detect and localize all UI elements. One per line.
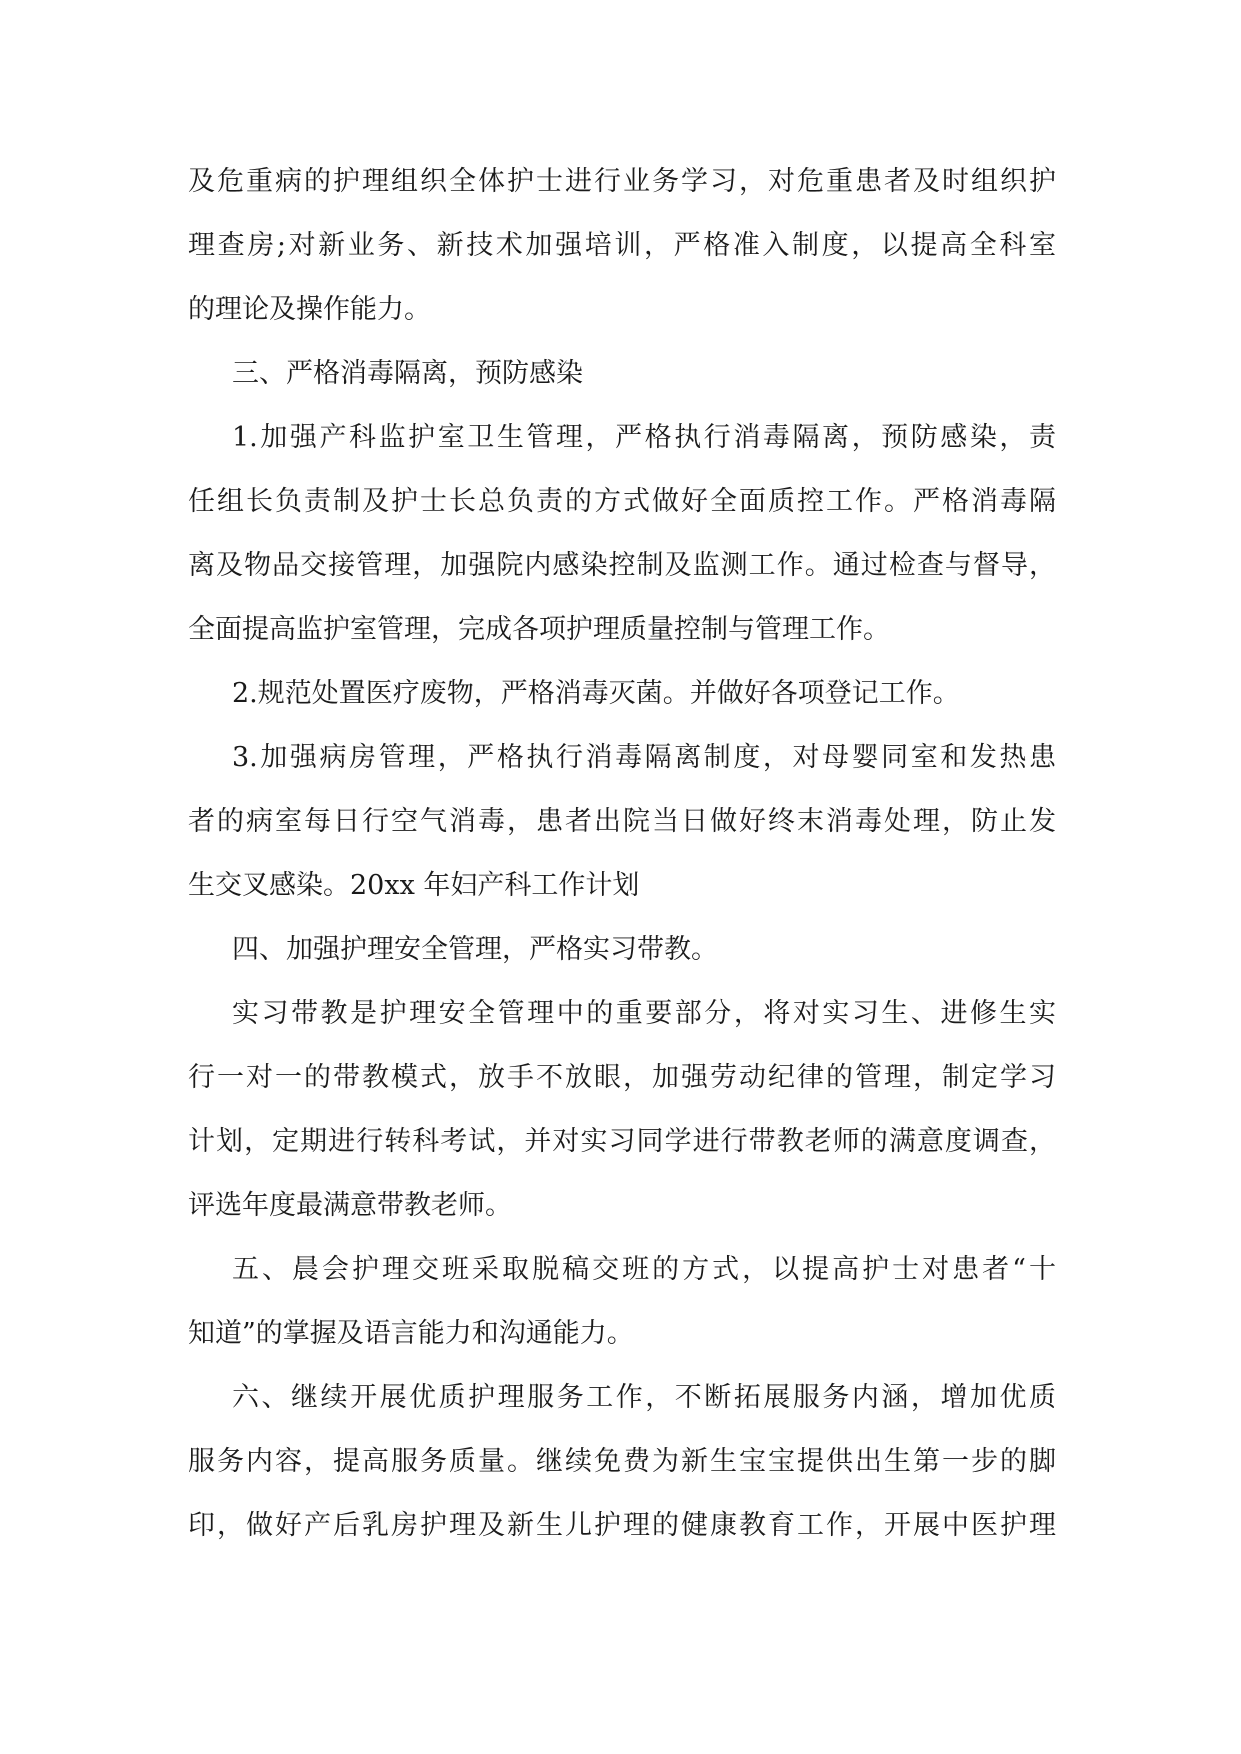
text-line: 生交叉感染。20xx 年妇产科工作计划 xyxy=(188,870,640,901)
section-heading: 四、加强护理安全管理，严格实习带教。 xyxy=(232,934,718,965)
text-line: 全面提高监护室管理，完成各项护理质量控制与管理工作。 xyxy=(188,614,890,645)
text-line: 实习带教是护理安全管理中的重要部分，将对实习生、进修生实 xyxy=(232,998,1056,1029)
text-line: 印，做好产后乳房护理及新生儿护理的健康教育工作，开展中医护理 xyxy=(188,1510,1056,1541)
text-line: 及危重病的护理组织全体护士进行业务学习，对危重患者及时组织护 xyxy=(188,166,1056,197)
section-heading: 六、继续开展优质护理服务工作，不断拓展服务内涵，增加优质 xyxy=(232,1382,1056,1413)
text-line: 3.加强病房管理，严格执行消毒隔离制度，对母婴同室和发热患 xyxy=(232,742,1056,773)
text-line: 2.规范处置医疗废物，严格消毒灭菌。并做好各项登记工作。 xyxy=(232,678,960,709)
text-line: 理查房;对新业务、新技术加强培训，严格准入制度，以提高全科室 xyxy=(188,230,1056,261)
text-line: 评选年度最满意带教老师。 xyxy=(188,1190,512,1221)
document-body xyxy=(188,150,1056,1558)
text-line: 计划，定期进行转科考试，并对实习同学进行带教老师的满意度调查， xyxy=(188,1126,1056,1157)
text-line: 知道”的掌握及语言能力和沟通能力。 xyxy=(188,1318,634,1349)
section-heading: 三、严格消毒隔离，预防感染 xyxy=(232,358,583,389)
text-line: 服务内容，提高服务质量。继续免费为新生宝宝提供出生第一步的脚 xyxy=(188,1446,1056,1477)
text-line: 行一对一的带教模式，放手不放眼，加强劳动纪律的管理，制定学习 xyxy=(188,1062,1056,1093)
text-line: 的理论及操作能力。 xyxy=(188,294,431,325)
text-line: 离及物品交接管理，加强院内感染控制及监测工作。通过检查与督导， xyxy=(188,550,1056,581)
text-line: 者的病室每日行空气消毒，患者出院当日做好终末消毒处理，防止发 xyxy=(188,806,1056,837)
text-line: 1.加强产科监护室卫生管理，严格执行消毒隔离，预防感染，责 xyxy=(232,422,1056,453)
section-heading: 五、晨会护理交班采取脱稿交班的方式，以提高护士对患者“十 xyxy=(232,1254,1056,1285)
text-line: 任组长负责制及护士长总负责的方式做好全面质控工作。严格消毒隔 xyxy=(188,486,1056,517)
